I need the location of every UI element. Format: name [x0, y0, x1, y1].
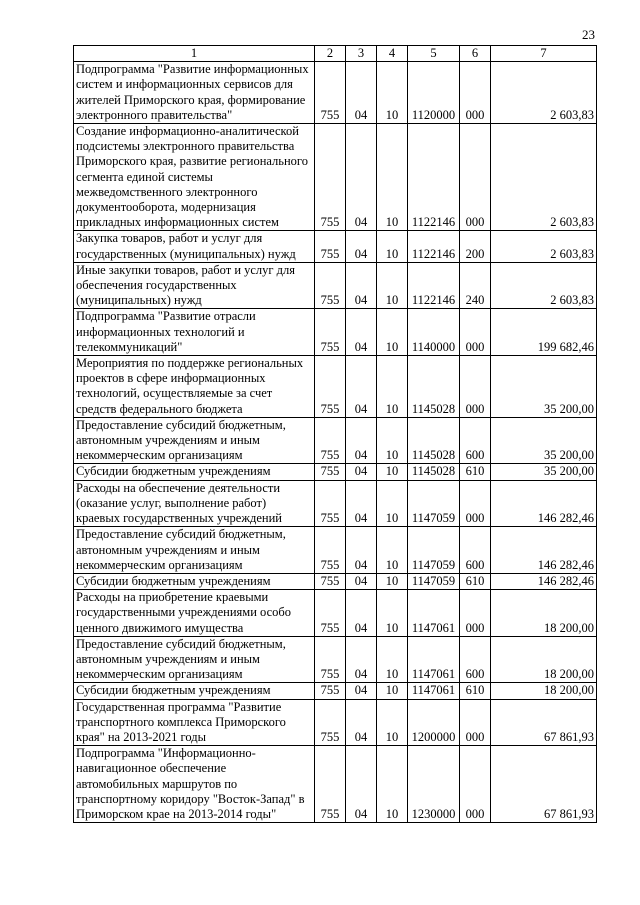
row-amount: 2 603,83 [491, 62, 597, 124]
row-subsection-code: 10 [377, 699, 408, 746]
row-target-code: 1230000 [408, 746, 460, 823]
row-target-code: 1120000 [408, 62, 460, 124]
table-row [74, 480, 597, 527]
row-amount: 18 200,00 [491, 636, 597, 683]
row-amount: 2 603,83 [491, 262, 597, 309]
row-ministry-code: 755 [315, 746, 346, 823]
row-expense-type-code: 610 [460, 464, 491, 480]
row-target-code: 1145028 [408, 417, 460, 464]
row-subsection-code: 10 [377, 746, 408, 823]
row-amount: 35 200,00 [491, 464, 597, 480]
row-expense-type-code: 000 [460, 62, 491, 124]
table-row [74, 124, 597, 231]
row-amount: 67 861,93 [491, 746, 597, 823]
row-section-code: 04 [346, 480, 377, 527]
row-name-cell: Субсидии бюджетным учреждениям [74, 464, 315, 480]
row-target-code: 1147059 [408, 480, 460, 527]
row-name-cell: Предоставление субсидий бюджетным, автономным учреждениям и иным некоммерческим организациям [74, 527, 315, 574]
row-section-code: 04 [346, 699, 377, 746]
row-ministry-code: 755 [315, 636, 346, 683]
row-section-code: 04 [346, 683, 377, 699]
row-name-cell: Предоставление субсидий бюджетным, автономным учреждениям и иным некоммерческим организациям [74, 636, 315, 683]
row-name-cell: Подпрограмма "Развитие отрасли информационных технологий и телекоммуникаций" [74, 309, 315, 356]
row-expense-type-code: 600 [460, 417, 491, 464]
row-subsection-code: 10 [377, 590, 408, 637]
row-amount: 146 282,46 [491, 527, 597, 574]
row-expense-type-code: 000 [460, 356, 491, 418]
row-expense-type-code: 000 [460, 746, 491, 823]
row-amount: 67 861,93 [491, 699, 597, 746]
table-row [74, 590, 597, 637]
row-ministry-code: 755 [315, 62, 346, 124]
row-subsection-code: 10 [377, 62, 408, 124]
row-amount: 18 200,00 [491, 590, 597, 637]
row-amount: 18 200,00 [491, 683, 597, 699]
row-expense-type-code: 600 [460, 636, 491, 683]
row-section-code: 04 [346, 62, 377, 124]
row-subsection-code: 10 [377, 356, 408, 418]
header-col-1: 1 [74, 46, 315, 62]
row-target-code: 1140000 [408, 309, 460, 356]
row-ministry-code: 755 [315, 417, 346, 464]
row-section-code: 04 [346, 356, 377, 418]
row-target-code: 1122146 [408, 231, 460, 262]
budget-table [73, 45, 597, 823]
row-expense-type-code: 000 [460, 590, 491, 637]
row-amount: 146 282,46 [491, 480, 597, 527]
header-col-3: 3 [346, 46, 377, 62]
row-section-code: 04 [346, 573, 377, 589]
table-row [74, 356, 597, 418]
row-target-code: 1147059 [408, 573, 460, 589]
row-subsection-code: 10 [377, 309, 408, 356]
row-expense-type-code: 000 [460, 309, 491, 356]
table-row [74, 62, 597, 124]
row-expense-type-code: 600 [460, 527, 491, 574]
table-row [74, 527, 597, 574]
table-row [74, 231, 597, 262]
row-subsection-code: 10 [377, 262, 408, 309]
page-number: 23 [582, 27, 595, 42]
table-row [74, 636, 597, 683]
row-ministry-code: 755 [315, 699, 346, 746]
row-ministry-code: 755 [315, 309, 346, 356]
header-col-5: 5 [408, 46, 460, 62]
row-expense-type-code: 610 [460, 573, 491, 589]
row-name-cell: Закупка товаров, работ и услуг для государственных (муниципальных) нужд [74, 231, 315, 262]
row-name-cell: Государственная программа "Развитие транспортного комплекса Приморского края" на 2013-2021 годы [74, 699, 315, 746]
row-subsection-code: 10 [377, 573, 408, 589]
row-target-code: 1122146 [408, 262, 460, 309]
row-name-cell: Подпрограмма "Информационно-навигационное обеспечение автомобильных маршрутов по транспортному коридору "Восток-Запад" в Приморском крае на 2013-2014 годы" [74, 746, 315, 823]
row-amount: 2 603,83 [491, 124, 597, 231]
row-subsection-code: 10 [377, 464, 408, 480]
row-expense-type-code: 000 [460, 124, 491, 231]
row-target-code: 1147061 [408, 636, 460, 683]
row-target-code: 1122146 [408, 124, 460, 231]
row-subsection-code: 10 [377, 683, 408, 699]
table-row [74, 464, 597, 480]
row-ministry-code: 755 [315, 590, 346, 637]
table-row [74, 573, 597, 589]
row-target-code: 1145028 [408, 356, 460, 418]
row-target-code: 1147061 [408, 590, 460, 637]
row-name-cell: Расходы на обеспечение деятельности (оказание услуг, выполнение работ) краевых государственных учреждений [74, 480, 315, 527]
row-section-code: 04 [346, 636, 377, 683]
row-section-code: 04 [346, 417, 377, 464]
row-amount: 35 200,00 [491, 356, 597, 418]
row-ministry-code: 755 [315, 231, 346, 262]
header-col-6: 6 [460, 46, 491, 62]
row-amount: 2 603,83 [491, 231, 597, 262]
row-subsection-code: 10 [377, 124, 408, 231]
row-section-code: 04 [346, 527, 377, 574]
row-amount: 146 282,46 [491, 573, 597, 589]
row-section-code: 04 [346, 590, 377, 637]
row-ministry-code: 755 [315, 262, 346, 309]
table-row [74, 699, 597, 746]
row-ministry-code: 755 [315, 527, 346, 574]
row-target-code: 1145028 [408, 464, 460, 480]
row-name-cell: Подпрограмма "Развитие информационных систем и информационных сервисов для жителей Приморского края, формирование электронного правительства" [74, 62, 315, 124]
row-subsection-code: 10 [377, 636, 408, 683]
header-col-7: 7 [491, 46, 597, 62]
row-ministry-code: 755 [315, 124, 346, 231]
table-row [74, 683, 597, 699]
table-row [74, 262, 597, 309]
row-name-cell: Мероприятия по поддержке региональных проектов в сфере информационных технологий, осуществляемые за счет средств федерального бюджета [74, 356, 315, 418]
row-expense-type-code: 200 [460, 231, 491, 262]
row-name-cell: Предоставление субсидий бюджетным, автономным учреждениям и иным некоммерческим организациям [74, 417, 315, 464]
header-col-4: 4 [377, 46, 408, 62]
table-header-row [74, 46, 597, 62]
row-section-code: 04 [346, 464, 377, 480]
row-name-cell: Создание информационно-аналитической подсистемы электронного правительства Приморского края, развитие регионального сегмента единой системы межведомственного электронного документооборота, модернизация прикладных информационных систем [74, 124, 315, 231]
header-col-2: 2 [315, 46, 346, 62]
row-section-code: 04 [346, 746, 377, 823]
row-section-code: 04 [346, 124, 377, 231]
row-amount: 35 200,00 [491, 417, 597, 464]
row-section-code: 04 [346, 309, 377, 356]
row-target-code: 1147061 [408, 683, 460, 699]
row-ministry-code: 755 [315, 480, 346, 527]
row-target-code: 1147059 [408, 527, 460, 574]
row-amount: 199 682,46 [491, 309, 597, 356]
row-expense-type-code: 000 [460, 480, 491, 527]
row-ministry-code: 755 [315, 356, 346, 418]
row-section-code: 04 [346, 231, 377, 262]
row-expense-type-code: 240 [460, 262, 491, 309]
row-ministry-code: 755 [315, 683, 346, 699]
row-subsection-code: 10 [377, 417, 408, 464]
row-ministry-code: 755 [315, 464, 346, 480]
row-subsection-code: 10 [377, 480, 408, 527]
row-name-cell: Иные закупки товаров, работ и услуг для обеспечения государственных (муниципальных) нужд [74, 262, 315, 309]
row-section-code: 04 [346, 262, 377, 309]
row-name-cell: Субсидии бюджетным учреждениям [74, 573, 315, 589]
table-row [74, 309, 597, 356]
row-expense-type-code: 610 [460, 683, 491, 699]
row-subsection-code: 10 [377, 527, 408, 574]
row-name-cell: Субсидии бюджетным учреждениям [74, 683, 315, 699]
table-row [74, 746, 597, 823]
row-ministry-code: 755 [315, 573, 346, 589]
row-target-code: 1200000 [408, 699, 460, 746]
row-name-cell: Расходы на приобретение краевыми государственными учреждениями особо ценного движимого имущества [74, 590, 315, 637]
row-expense-type-code: 000 [460, 699, 491, 746]
table-row [74, 417, 597, 464]
row-subsection-code: 10 [377, 231, 408, 262]
